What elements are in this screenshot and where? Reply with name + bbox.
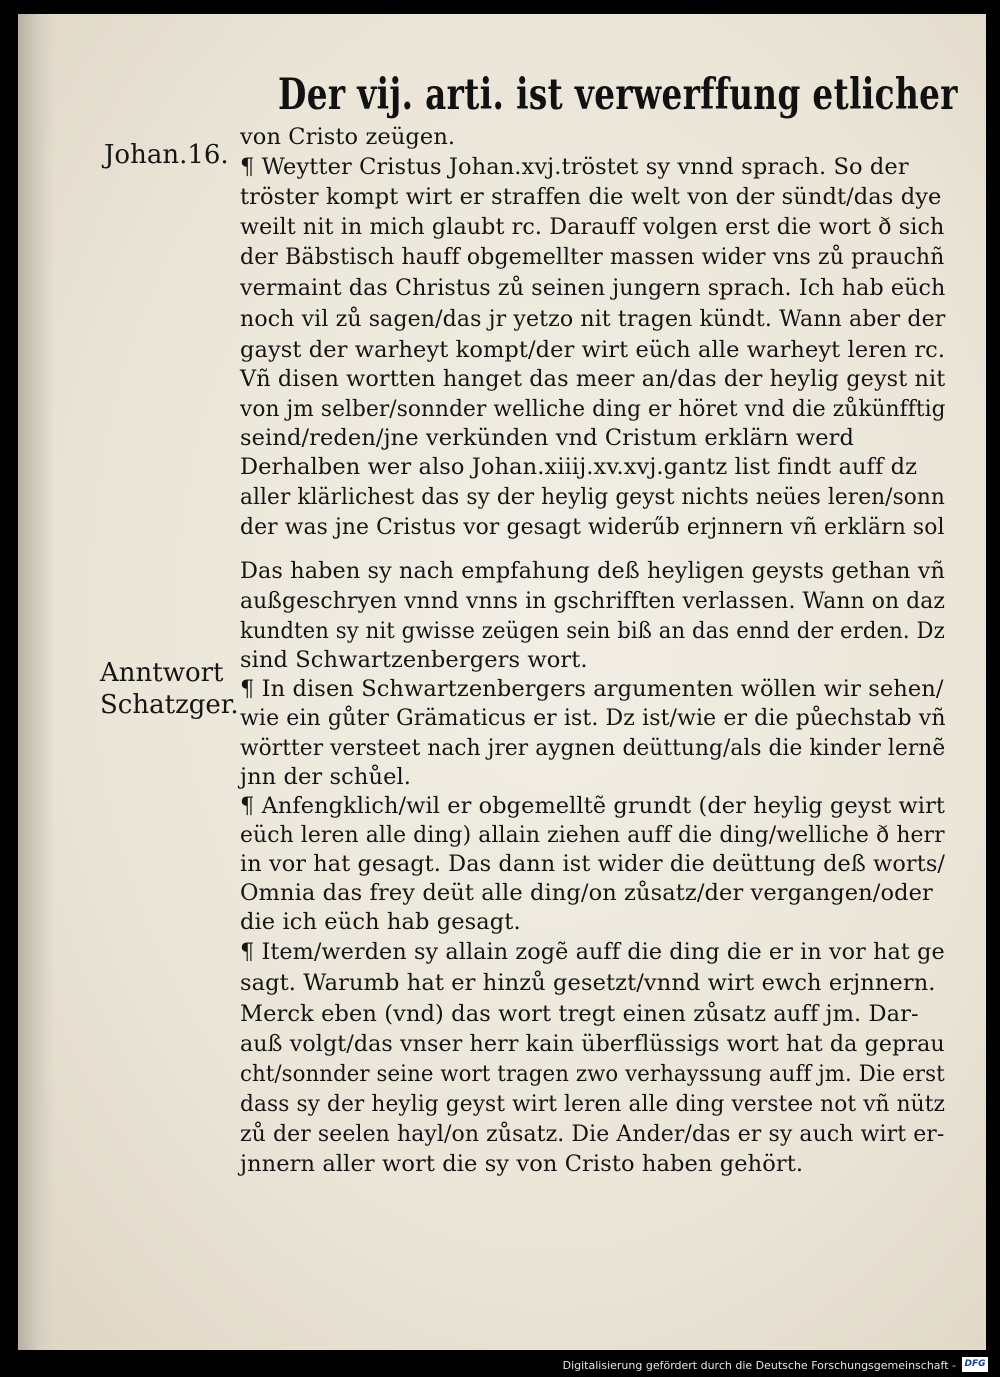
text-line: aller klärlichest das sy der heylig geyst nichts neües leren/sonn bbox=[240, 484, 945, 510]
text-line: außgeschryen vnnd vnns in gschrifften verlassen. Wann on daz bbox=[240, 588, 945, 614]
running-heading: Der vij. arti. ist verwerffung etlicher bbox=[278, 70, 958, 120]
funding-credit: Digitalisierung gefördert durch die Deutsche Forschungsgemeinschaft - bbox=[562, 1359, 956, 1372]
margin-note-johan: Johan.16. bbox=[104, 140, 229, 170]
text-line: wörtter versteet nach jrer aygnen deüttung/als die kinder lernẽ bbox=[240, 735, 946, 761]
footer-bar bbox=[0, 1350, 1000, 1377]
text-line: ¶ In disen Schwartzenbergers argumenten wöllen wir sehen/ bbox=[240, 676, 944, 702]
text-line: wie ein gůter Grämaticus er ist. Dz ist/wie er die půechstab vñ bbox=[240, 705, 946, 731]
margin-note-schatzger: Schatzger. bbox=[100, 690, 239, 720]
page-gutter-shadow bbox=[18, 14, 54, 1350]
text-line: Derhalben wer also Johan.xiiij.xv.xvj.gantz list findt auff dz bbox=[240, 454, 918, 480]
text-line: ¶ Item/werden sy allain zogẽ auff die ding die er in vor hat ge bbox=[240, 939, 945, 965]
text-line: jnn der schůel. bbox=[240, 764, 412, 790]
text-line: in vor hat gesagt. Das dann ist wider die deüttung deß worts/ bbox=[240, 851, 946, 877]
text-line: der Bäbstisch hauff obgemellter massen wider vns zů prauchñ bbox=[240, 244, 945, 270]
text-line: vermaint das Christus zů seinen jungern sprach. Ich hab eüch bbox=[240, 275, 946, 301]
text-line: tröster kompt wirt er straffen die welt von der sündt/das dye bbox=[240, 184, 942, 210]
text-line: zů der seelen hayl/on zůsatz. Die Ander/das er sy auch wirt er- bbox=[240, 1121, 945, 1147]
text-line: Vñ disen wortten hanget das meer an/das der heylig geyst nit bbox=[240, 366, 946, 392]
text-line: Merck eben (vnd) das wort tregt einen zůsatz auff jm. Dar- bbox=[240, 1001, 919, 1027]
text-line: eüch leren alle ding) allain ziehen auff die ding/welliche ð herr bbox=[240, 822, 945, 848]
text-line: ¶ Anfengklich/wil er obgemelltẽ grundt (der heylig geyst wirt bbox=[240, 793, 945, 819]
text-line: Das haben sy nach empfahung deß heyligen geysts gethan vñ bbox=[240, 558, 945, 584]
text-line: sagt. Warumb hat er hinzů gesetzt/vnnd wirt ewch erjnnern. bbox=[240, 970, 936, 996]
text-line: kundten sy nit gwisse zeügen sein biß an das ennd der erden. Dz bbox=[240, 618, 945, 644]
dfg-logo: DFG bbox=[962, 1357, 988, 1372]
text-line: sind Schwartzenbergers wort. bbox=[240, 647, 588, 673]
text-line: Omnia das frey deüt alle ding/on zůsatz/der vergangen/oder bbox=[240, 880, 933, 906]
text-line: auß volgt/das vnser herr kain überflüssigs wort hat da geprau bbox=[240, 1031, 945, 1057]
text-line: der was jne Cristus vor gesagt widerűb erjnnern vñ erklärn sol bbox=[240, 514, 945, 540]
margin-note-anntwort: Anntwort bbox=[100, 658, 224, 688]
text-line: von jm selber/sonnder welliche ding er höret vnd die zůkünfftig bbox=[240, 396, 946, 422]
text-line: ¶ Weytter Cristus Johan.xvj.tröstet sy vnnd sprach. So der bbox=[240, 154, 909, 180]
text-line: von Cristo zeügen. bbox=[240, 124, 456, 150]
text-line: gayst der warheyt kompt/der wirt eüch alle warheyt leren rc. bbox=[240, 337, 946, 363]
text-line: cht/sonnder seine wort tragen zwo verhayssung auff jm. Die erst bbox=[240, 1061, 945, 1087]
text-line: noch vil zů sagen/das jr yetzo nit tragen kündt. Wann aber der bbox=[240, 306, 946, 332]
text-line: dass sy der heylig geyst wirt leren alle ding verstee not vñ nütz bbox=[240, 1091, 946, 1117]
text-line: seind/reden/jne verkünden vnd Cristum erklärn werd bbox=[240, 425, 855, 451]
text-line: die ich eüch hab gesagt. bbox=[240, 909, 521, 935]
text-line: weilt nit in mich glaubt rc. Darauff volgen erst die wort ð sich bbox=[240, 214, 945, 240]
text-line: jnnern aller wort die sy von Cristo haben gehört. bbox=[240, 1151, 804, 1177]
